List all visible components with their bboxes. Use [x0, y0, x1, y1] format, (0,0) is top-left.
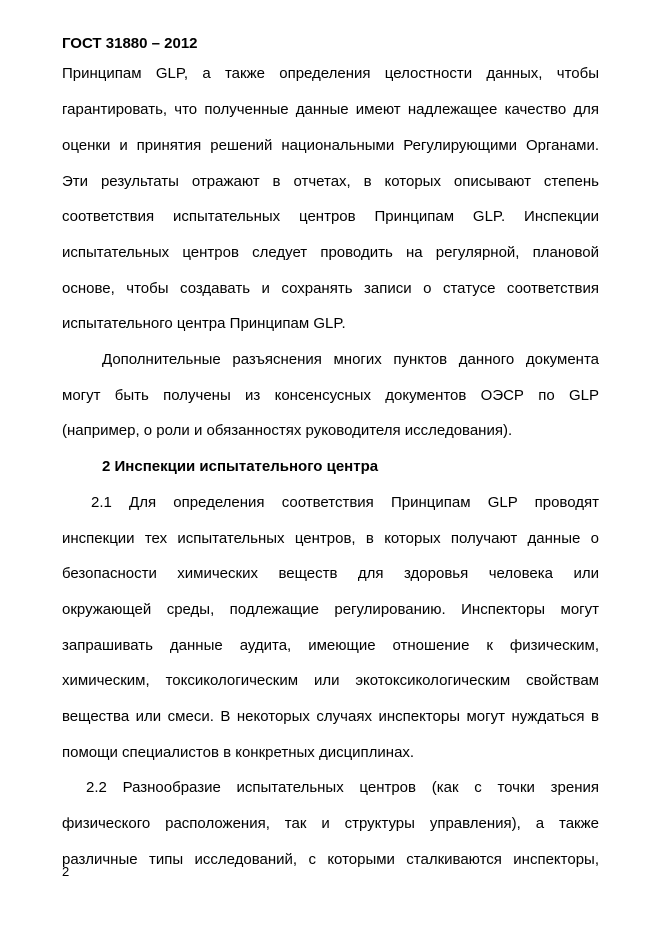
page-number: 2: [62, 864, 70, 879]
text-line: гарантировать, что полученные данные имеют надлежащее качество для: [62, 101, 599, 118]
document-header: ГОСТ 31880 – 2012: [62, 35, 198, 52]
text-line: Принципам GLP, а также определения целостности данных, чтобы: [62, 65, 599, 82]
text-line: помощи специалистов в конкретных дисциплинах.: [62, 744, 415, 761]
section-heading: 2 Инспекции испытательного центра: [102, 458, 379, 475]
text-line: соответствия испытательных центров Принципам GLP. Инспекции: [62, 208, 599, 225]
text-line: 2.2 Разнообразие испытательных центров (как с точки зрения: [86, 779, 599, 796]
text-line: запрашивать данные аудита, имеющие отношение к физическим,: [62, 637, 599, 654]
text-line: основе, чтобы создавать и сохранять записи о статусе соответствия: [62, 280, 599, 297]
text-line: испытательного центра Принципам GLP.: [62, 315, 346, 332]
text-line: (например, о роли и обязанностях руководителя исследования).: [62, 422, 513, 439]
text-line: различные типы исследований, с которыми сталкиваются инспекторы,: [62, 851, 599, 868]
text-line: испытательных центров следует проводить на регулярной, плановой: [62, 244, 599, 261]
text-line: физического расположения, так и структуры управления), а также: [62, 815, 599, 832]
text-line: окружающей среды, подлежащие регулированию. Инспекторы могут: [62, 601, 599, 618]
text-line: химическим, токсикологическим или экотоксикологическим свойствам: [62, 672, 599, 689]
text-line: Эти результаты отражают в отчетах, в которых описывают степень: [62, 173, 599, 190]
text-line: безопасности химических веществ для здоровья человека или: [62, 565, 599, 582]
text-line: оценки и принятия решений национальными Регулирующими Органами.: [62, 137, 599, 154]
text-line: могут быть получены из консенсусных документов ОЭСР по GLP: [62, 387, 599, 404]
text-line: инспекции тех испытательных центров, в которых получают данные о: [62, 530, 599, 547]
text-line: вещества или смеси. В некоторых случаях инспекторы могут нуждаться в: [62, 708, 599, 725]
text-line: 2.1 Для определения соответствия Принципам GLP проводят: [91, 494, 599, 511]
text-line: Дополнительные разъяснения многих пунктов данного документа: [102, 351, 599, 368]
